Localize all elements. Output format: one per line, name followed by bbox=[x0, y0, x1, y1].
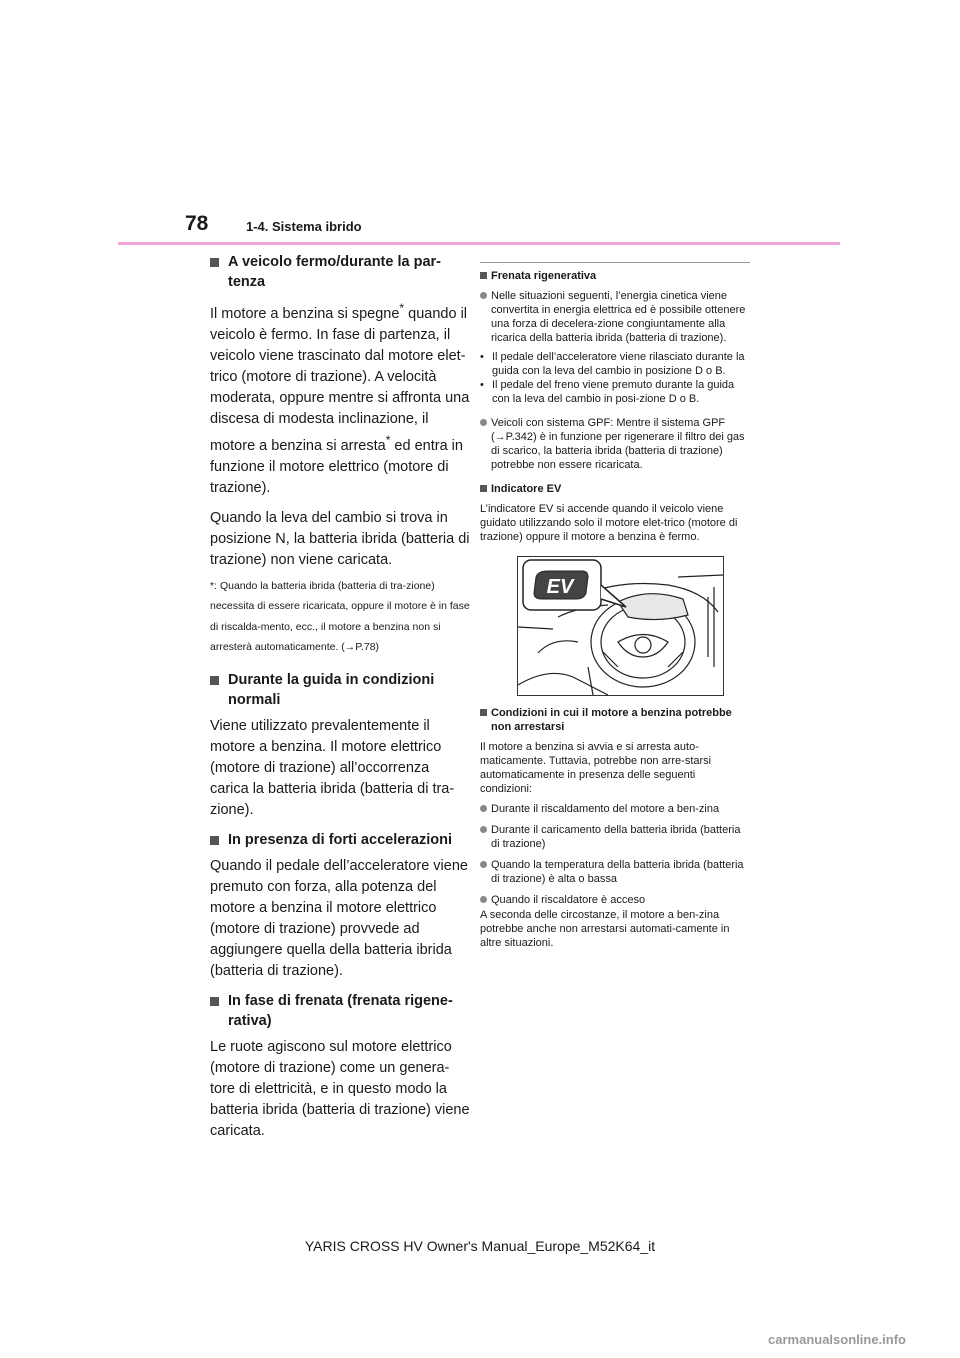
square-bullet-icon bbox=[210, 997, 219, 1006]
paragraph: A seconda delle circostanze, il motore a ben-zina potrebbe anche non arrestarsi automati-camente in altre situazioni. bbox=[480, 909, 730, 949]
list-item bbox=[480, 823, 750, 851]
footnote bbox=[210, 576, 470, 658]
heading-engine-not-stopping bbox=[480, 706, 750, 734]
heading-text: Frenata rigenerativa bbox=[491, 270, 597, 282]
heading-text: In presenza di forti accelerazioni bbox=[228, 831, 453, 848]
heading-strong-acceleration bbox=[210, 830, 470, 850]
list-text: Quando il riscaldatore è acceso bbox=[491, 894, 646, 906]
square-bullet-icon bbox=[480, 272, 487, 279]
heading-text: In fase di frenata (frenata rigene-rativa) bbox=[228, 992, 453, 1029]
heading-ev-indicator bbox=[480, 482, 750, 496]
list-item bbox=[480, 289, 750, 345]
circle-bullet-icon bbox=[480, 826, 487, 833]
list-item bbox=[480, 893, 750, 907]
heading-text: Durante la guida in condizioni normali bbox=[228, 671, 435, 708]
footnote-text: Quando la batteria ibrida (batteria di tra-zione) necessita di essere ricaricata, oppure il motore è in fase di riscalda-mento, ecc., il motore a benzina non si arresterà automaticamente. (→P.78) bbox=[210, 579, 470, 654]
heading-text: Indicatore EV bbox=[491, 483, 562, 495]
list-text: Durante il caricamento della batteria ibrida (batteria di trazione) bbox=[491, 824, 741, 850]
sub-list bbox=[480, 350, 750, 406]
square-bullet-icon bbox=[210, 258, 219, 267]
paragraph: Viene utilizzato prevalentemente il motore a benzina. Il motore elettrico (motore di trazione) all’occorrenza carica la batteria ibrida (batteria di tra-zione). bbox=[210, 717, 455, 818]
list-text: Nelle situazioni seguenti, l’energia cinetica viene convertita in energia elettrica ed è possibile ottenere una forza di decelera-zione congiuntamente alla ricarica della batteria ibrida (batteria di trazione). bbox=[491, 290, 746, 344]
square-bullet-icon bbox=[210, 676, 219, 685]
list-text: Quando la temperatura della batteria ibrida (batteria di trazione) è alta o bassa bbox=[491, 859, 744, 885]
footer: YARIS CROSS HV Owner's Manual_Europe_M52K64_it bbox=[304, 1238, 656, 1254]
header-rule bbox=[118, 242, 840, 245]
heading-regenerative-braking bbox=[480, 269, 750, 283]
dashboard-drawing bbox=[518, 557, 723, 695]
paragraph: Le ruote agiscono sul motore elettrico (motore di trazione) come un genera-tore di elettricità, e in questo modo la batteria ibrida (batteria di trazione) viene caricata. bbox=[210, 1038, 470, 1139]
paragraph: L’indicatore EV si accende quando il veicolo viene guidato utilizzando solo il motore elet-trico (motore di trazione) oppure il motore a benzina è fermo. bbox=[480, 503, 738, 543]
paragraph bbox=[210, 298, 470, 499]
sub-bullet: • bbox=[480, 351, 484, 363]
circle-bullet-icon bbox=[480, 805, 487, 812]
heading-braking bbox=[210, 991, 470, 1031]
text: Il motore a benzina si spegne bbox=[210, 305, 400, 322]
circle-bullet-icon bbox=[480, 419, 487, 426]
list-text: Durante il riscaldamento del motore a ben-zina bbox=[491, 803, 720, 815]
right-column bbox=[480, 262, 750, 956]
sub-list-item bbox=[480, 350, 750, 378]
dashboard-illustration bbox=[517, 556, 724, 696]
sub-text: Il pedale del freno viene premuto durante la guida con la leva del cambio in posi-zione D o B. bbox=[492, 379, 735, 405]
square-bullet-icon bbox=[480, 485, 487, 492]
page-number: 78 bbox=[185, 212, 209, 235]
heading-normal-driving bbox=[210, 670, 470, 710]
circle-bullet-icon bbox=[480, 896, 487, 903]
sub-list-item bbox=[480, 378, 750, 406]
paragraph: Quando il pedale dell’acceleratore viene premuto con forza, alla potenza del motore a benzina il motore elettrico (motore di trazione) provvede ad aggiungere quella della batteria ibrida (batteria di trazione). bbox=[210, 857, 468, 979]
watermark: carmanualsonline.info bbox=[768, 1332, 906, 1347]
sub-bullet: • bbox=[480, 379, 484, 391]
text: ed entra in funzione il motore elettrico (motore di trazione). bbox=[210, 437, 463, 496]
asterisk: * bbox=[385, 432, 391, 447]
square-bullet-icon bbox=[210, 836, 219, 845]
footnote-marker: *: bbox=[210, 579, 218, 592]
list-item bbox=[480, 802, 750, 816]
circle-bullet-icon bbox=[480, 861, 487, 868]
circle-bullet-icon bbox=[480, 292, 487, 299]
section-title: 1-4. Sistema ibrido bbox=[246, 219, 362, 234]
column-divider bbox=[480, 262, 750, 263]
square-bullet-icon bbox=[480, 709, 487, 716]
sub-text: Il pedale dell’acceleratore viene rilasciato durante la guida con la leva del cambio in posizione D o B. bbox=[492, 351, 745, 377]
heading-text: Condizioni in cui il motore a benzina potrebbe non arrestarsi bbox=[491, 707, 732, 733]
left-column bbox=[210, 252, 470, 1151]
asterisk: * bbox=[399, 301, 405, 315]
paragraph: Quando la leva del cambio si trova in posizione N, la batteria ibrida (batteria di trazione) non viene caricata. bbox=[210, 509, 470, 568]
list-text: Veicoli con sistema GPF: Mentre il sistema GPF (→P.342) è in funzione per rigenerare il filtro dei gas di scarico, la batteria ibrida (batteria di trazione) potrebbe non essere ricaricata. bbox=[491, 417, 745, 471]
list-item bbox=[480, 858, 750, 886]
heading-vehicle-stopped bbox=[210, 252, 470, 292]
text: quando il veicolo è fermo. In fase di partenza, il veicolo viene trascinato dal motore elet-trico (motore di trazione). A velocità moderata, oppure mentre si affronta una discesa di modesta inclinazione, il motore a benzina si arresta bbox=[210, 305, 470, 454]
paragraph: Il motore a benzina si avvia e si arresta auto-maticamente. Tuttavia, potrebbe non arre-starsi automaticamente in presenza delle seguenti condizioni: bbox=[480, 741, 712, 795]
ev-indicator-icon: EV bbox=[546, 576, 574, 598]
heading-text: A veicolo fermo/durante la par-tenza bbox=[228, 254, 441, 290]
list-item bbox=[480, 416, 750, 472]
